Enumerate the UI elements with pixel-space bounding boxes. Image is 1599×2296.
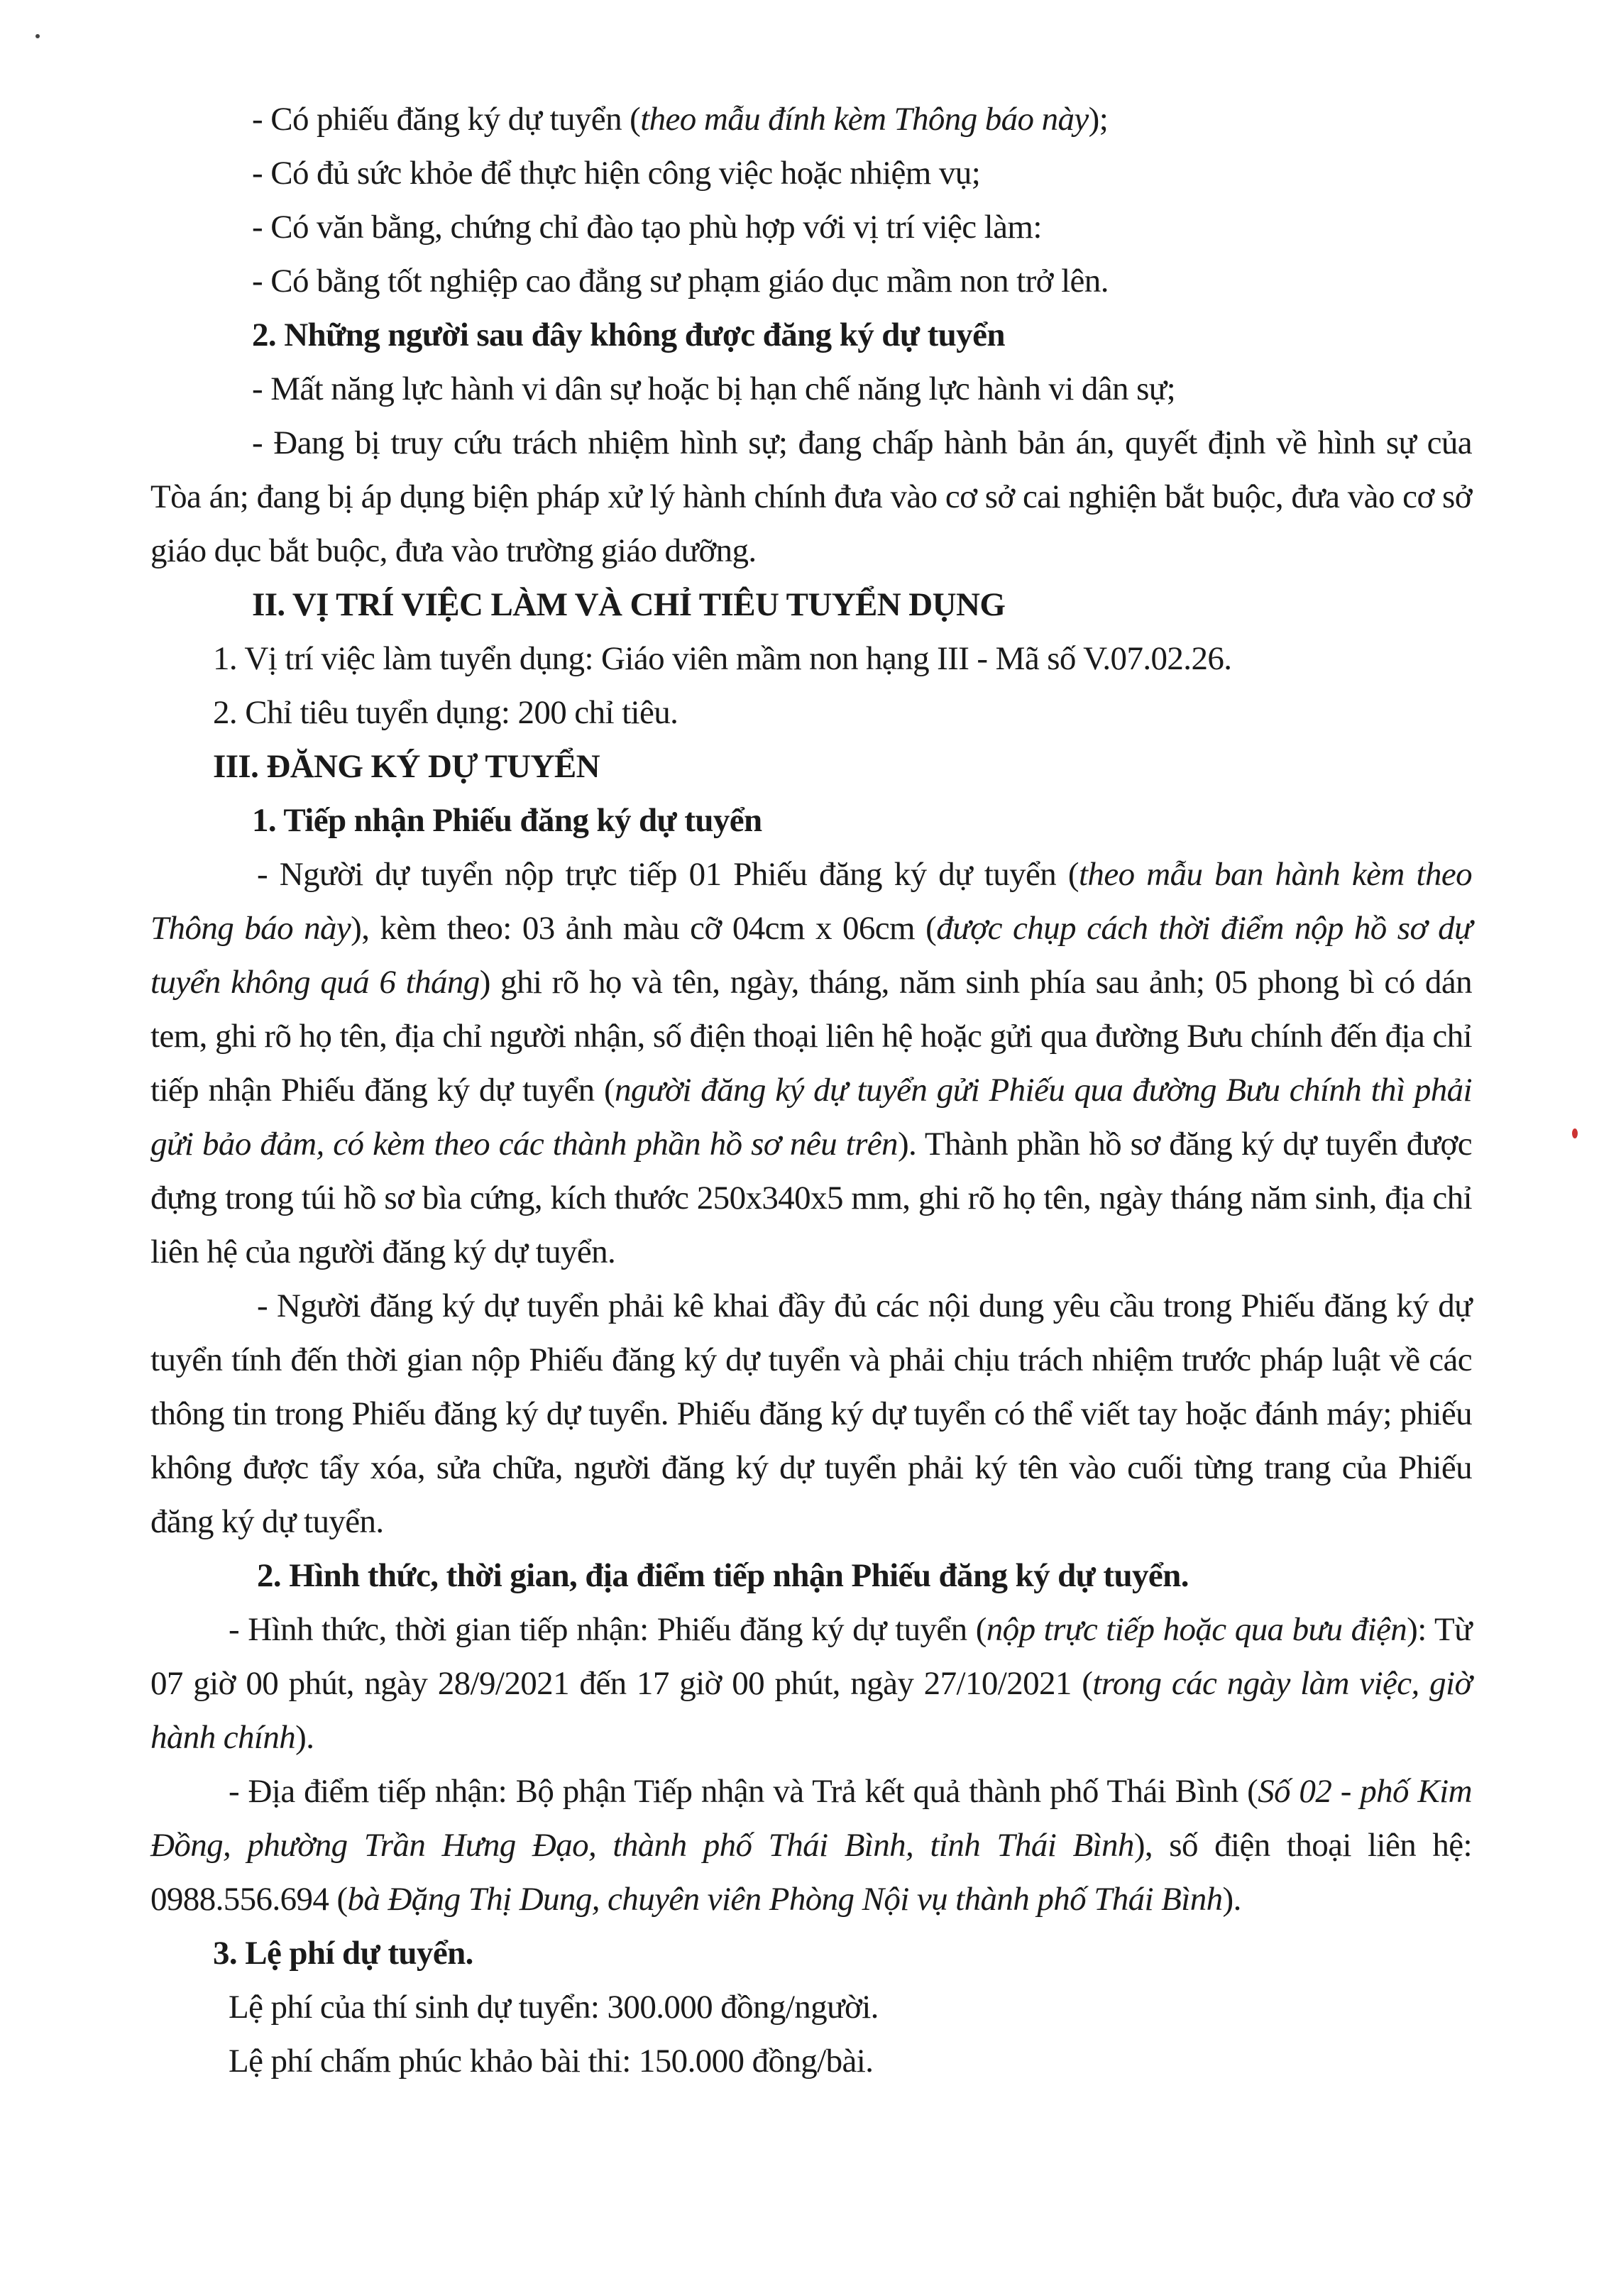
document-page xyxy=(150,92,1472,2088)
text-run: ), kèm theo: 03 ảnh màu cỡ 04cm x 06cm ( xyxy=(351,910,937,947)
text-run: - Có phiếu đăng ký dự tuyển ( xyxy=(252,101,641,138)
paragraph xyxy=(150,254,1472,308)
text-run: ). Thành phần hồ sơ đăng ký dự tuyển được đựng trong túi hồ sơ bìa cứng, kích thước 250x340x5 mm, ghi rõ họ tên, ngày tháng năm sinh, địa chỉ liên hệ của người đăng ký dự tuyển. xyxy=(150,1126,1472,1270)
paragraph xyxy=(150,200,1472,254)
section-heading xyxy=(150,793,1472,847)
italic-text: Số 02 - phố Kim Đồng, phường Trần Hưng Đạo, thành phố Thái Bình, tỉnh Thái Bình xyxy=(150,1773,1472,1864)
text-run: - Có văn bằng, chứng chỉ đào tạo phù hợp với vị trí việc làm: xyxy=(252,209,1042,246)
paragraph xyxy=(150,1603,1472,1764)
text-run: II. VỊ TRÍ VIỆC LÀM VÀ CHỈ TIÊU TUYỂN DỤNG xyxy=(252,586,1006,623)
text-run: - Mất năng lực hành vi dân sự hoặc bị hạn chế năng lực hành vi dân sự; xyxy=(252,370,1176,407)
section-heading xyxy=(150,308,1472,362)
text-run: - Đang bị truy cứu trách nhiệm hình sự; đang chấp hành bản án, quyết định về hình sự của Tòa án; đang bị áp dụng biện pháp xử lý hành chính đưa vào cơ sở cai nghiện bắt buộc, đưa vào cơ sở giáo dục bắt buộc, đưa vào trường giáo dưỡng. xyxy=(150,424,1472,569)
italic-text: người đăng ký dự tuyển gửi Phiếu qua đường Bưu chính thì phải gửi bảo đảm, có kèm theo các thành phần hồ sơ nêu trên xyxy=(150,1072,1472,1163)
paragraph xyxy=(150,1980,1472,2034)
paragraph xyxy=(150,686,1472,740)
italic-text: theo mẫu đính kèm Thông báo này xyxy=(640,101,1089,138)
text-run: 1. Vị trí việc làm tuyển dụng: Giáo viên mầm non hạng III - Mã số V.07.02.26. xyxy=(213,640,1232,677)
scan-speck xyxy=(35,34,40,38)
text-run: 1. Tiếp nhận Phiếu đăng ký dự tuyển xyxy=(252,802,762,839)
text-run: 2. Những người sau đây không được đăng ký dự tuyển xyxy=(252,317,1005,353)
italic-text: nộp trực tiếp hoặc qua bưu điện xyxy=(986,1611,1407,1648)
scan-mark xyxy=(1572,1128,1578,1138)
text-run: Lệ phí của thí sinh dự tuyển: 300.000 đồng/người. xyxy=(229,1989,879,2026)
italic-text: được chụp cách thời điểm nộp hồ sơ dự tuyển không quá 6 tháng xyxy=(150,910,1473,1001)
italic-text: theo mẫu ban hành kèm theo Thông báo này xyxy=(150,856,1473,947)
paragraph xyxy=(150,1764,1472,1926)
text-run: - Người đăng ký dự tuyển phải kê khai đầy đủ các nội dung yêu cầu trong Phiếu đăng ký dự tuyển tính đến thời gian nộp Phiếu đăng ký dự tuyển và phải chịu trách nhiệm trước pháp luật về các thông tin trong Phiếu đăng ký dự tuyển. Phiếu đăng ký dự tuyển có thể viết tay hoặc đánh máy; phiếu không được tẩy xóa, sửa chữa, người đăng ký dự tuyển phải ký tên vào cuối từng trang của Phiếu đăng ký dự tuyển. xyxy=(150,1287,1472,1540)
text-run: ): Từ 07 giờ 00 phút, ngày 28/9/2021 đến 17 giờ 00 phút, ngày 27/10/2021 ( xyxy=(150,1611,1473,1702)
paragraph xyxy=(150,632,1472,686)
section-heading xyxy=(150,1926,1472,1980)
text-run: ); xyxy=(1088,101,1109,138)
italic-text: bà Đặng Thị Dung, chuyên viên Phòng Nội vụ thành phố Thái Bình xyxy=(347,1881,1223,1918)
text-run: - Người dự tuyển nộp trực tiếp 01 Phiếu đăng ký dự tuyển ( xyxy=(257,856,1079,893)
text-run: ). xyxy=(295,1719,314,1756)
text-run: 2. Chỉ tiêu tuyển dụng: 200 chỉ tiêu. xyxy=(213,694,678,731)
section-heading xyxy=(150,1549,1472,1603)
paragraph xyxy=(150,362,1472,416)
section-heading xyxy=(150,740,1472,793)
text-run: Lệ phí chấm phúc khảo bài thi: 150.000 đồng/bài. xyxy=(229,2043,874,2080)
text-run: III. ĐĂNG KÝ DỰ TUYỂN xyxy=(213,748,600,785)
text-run: - Địa điểm tiếp nhận: Bộ phận Tiếp nhận và Trả kết quả thành phố Thái Bình ( xyxy=(229,1773,1258,1810)
text-run: ) ghi rõ họ và tên, ngày, tháng, năm sinh phía sau ảnh; 05 phong bì có dán tem, ghi rõ họ tên, địa chỉ người nhận, số điện thoại liên hệ hoặc gửi qua đường Bưu chính đến địa chỉ tiếp nhận Phiếu đăng ký dự tuyển ( xyxy=(150,964,1472,1109)
italic-text: trong các ngày làm việc, giờ hành chính xyxy=(150,1665,1473,1756)
paragraph xyxy=(150,2034,1472,2088)
section-heading xyxy=(150,578,1472,632)
text-run: ), số điện thoại liên hệ: 0988.556.694 ( xyxy=(150,1827,1472,1918)
paragraph xyxy=(150,146,1472,200)
paragraph xyxy=(150,1279,1472,1549)
paragraph xyxy=(150,92,1472,146)
paragraph xyxy=(150,416,1472,578)
text-run: - Hình thức, thời gian tiếp nhận: Phiếu đăng ký dự tuyển ( xyxy=(229,1611,987,1648)
text-run: 2. Hình thức, thời gian, địa điểm tiếp nhận Phiếu đăng ký dự tuyển. xyxy=(257,1557,1189,1594)
text-run: - Có đủ sức khỏe để thực hiện công việc hoặc nhiệm vụ; xyxy=(252,155,981,192)
paragraph xyxy=(150,847,1472,1279)
text-run: 3. Lệ phí dự tuyển. xyxy=(213,1935,473,1972)
text-run: ). xyxy=(1222,1881,1241,1918)
text-run: - Có bằng tốt nghiệp cao đẳng sư phạm giáo dục mầm non trở lên. xyxy=(252,263,1109,300)
